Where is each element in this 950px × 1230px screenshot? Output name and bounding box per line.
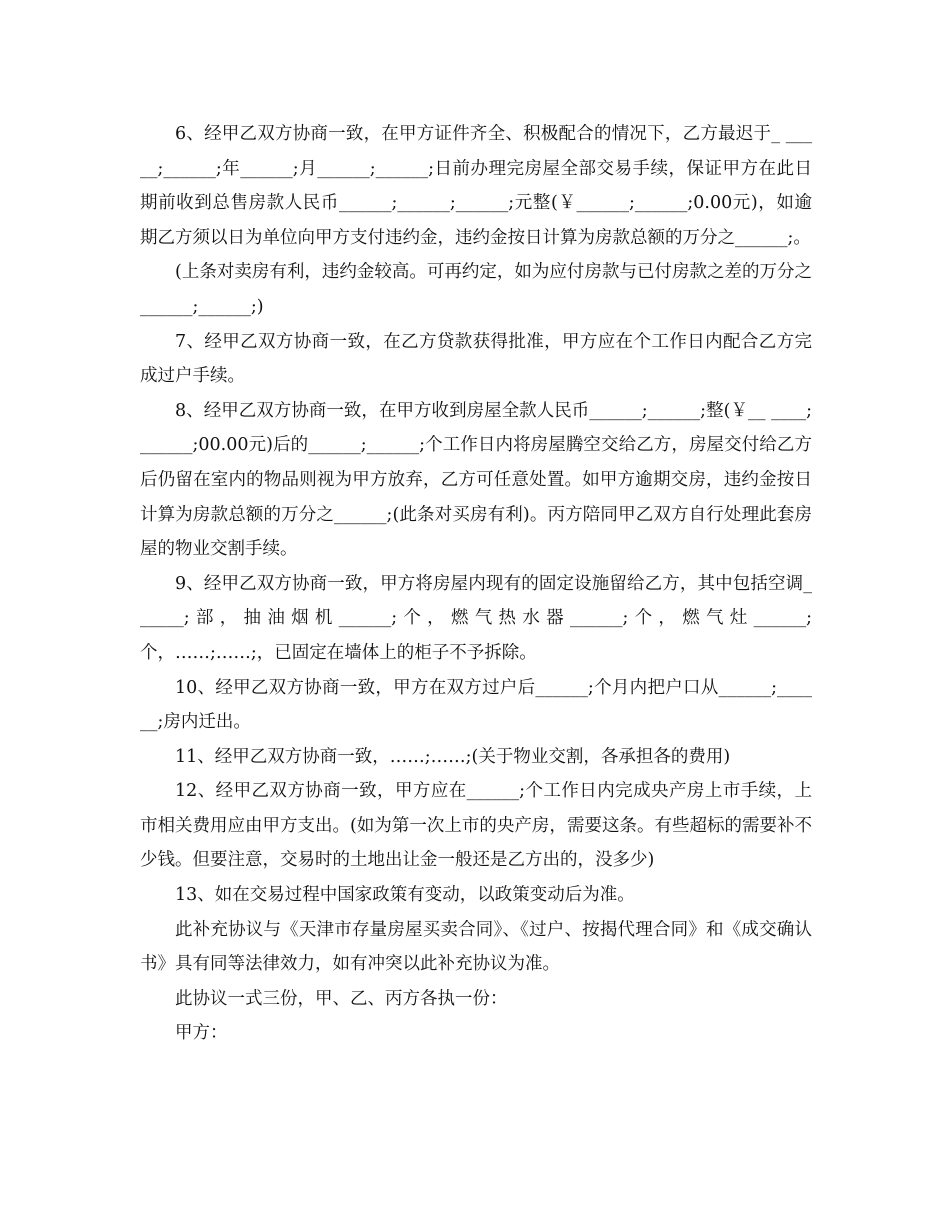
legal-effect-paragraph: 此补充协议与《天津市存量房屋买卖合同》、《过户、按揭代理合同》和《成交确认书》具有同等法律效力，如有冲突以此补充协议为准。 bbox=[140, 919, 812, 975]
clause-6-paragraph: 6、经甲乙双方协商一致，在甲方证件齐全、积极配合的情况下，乙方最迟于_ _____;______;年______;月______;______;日前办理完房屋全部交易手续，保证甲方在此日期前收到总售房款人民币______;______;______;元整(￥______;______;0.00元)，如逾期乙方须以日为单位向甲方支付违约金，违约金按日计算为房款总额的万分之______;。 bbox=[140, 124, 812, 248]
document-body bbox=[140, 117, 812, 1051]
party-a-signature-line: 甲方： bbox=[175, 1023, 228, 1044]
clause-8-paragraph: 8、经甲乙双方协商一致，在甲方收到房屋全款人民币______;______;整(￥__ ____;______;00.00元)后的______;______;个工作日内将房屋腾空交给乙方，房屋交付给乙方后仍留在室内的物品则视为甲方放弃，乙方可任意处置。如甲方逾期交房，违约金按日计算为房款总额的万分之______;(此条对买房有利)。丙方陪同甲乙双方自行处理此套房屋的物业交割手续。 bbox=[140, 400, 812, 560]
clause-13-paragraph: 13、如在交易过程中国家政策有变动，以政策变动后为准。 bbox=[175, 885, 635, 906]
copies-paragraph: 此协议一式三份，甲、乙、丙方各执一份： bbox=[175, 988, 508, 1009]
clause-7-paragraph: 7、经甲乙双方协商一致，在乙方贷款获得批准，甲方应在个工作日内配合乙方完成过户手续。 bbox=[140, 331, 812, 387]
clause-11-paragraph: 11、经甲乙双方协商一致，……;……;(关于物业交割，各承担各的费用) bbox=[175, 746, 731, 767]
clause-12-paragraph: 12、经甲乙双方协商一致，甲方应在______;个工作日内完成央产房上市手续，上市相关费用应由甲方支出。(如为第一次上市的央产房，需要这条。有些超标的需要补不少钱。但要注意，交易时的土地出让金一般还是乙方出的，没多少) bbox=[140, 781, 812, 871]
clause-6-note-paragraph: (上条对卖房有利，违约金较高。可再约定，如为应付房款与已付房款之差的万分之______;______;) bbox=[140, 262, 812, 317]
clause-10-paragraph: 10、经甲乙双方协商一致，甲方在双方过户后______;个月内把户口从______;______;房内迁出。 bbox=[140, 677, 812, 733]
clause-9-paragraph: 9、经甲乙双方协商一致，甲方将房屋内现有的固定设施留给乙方，其中包括空调______;部，抽油烟机______;个，燃气热水器______;个，燃气灶______;个，……;……;，已固定在墙体上的柜子不予拆除。 bbox=[140, 573, 812, 663]
